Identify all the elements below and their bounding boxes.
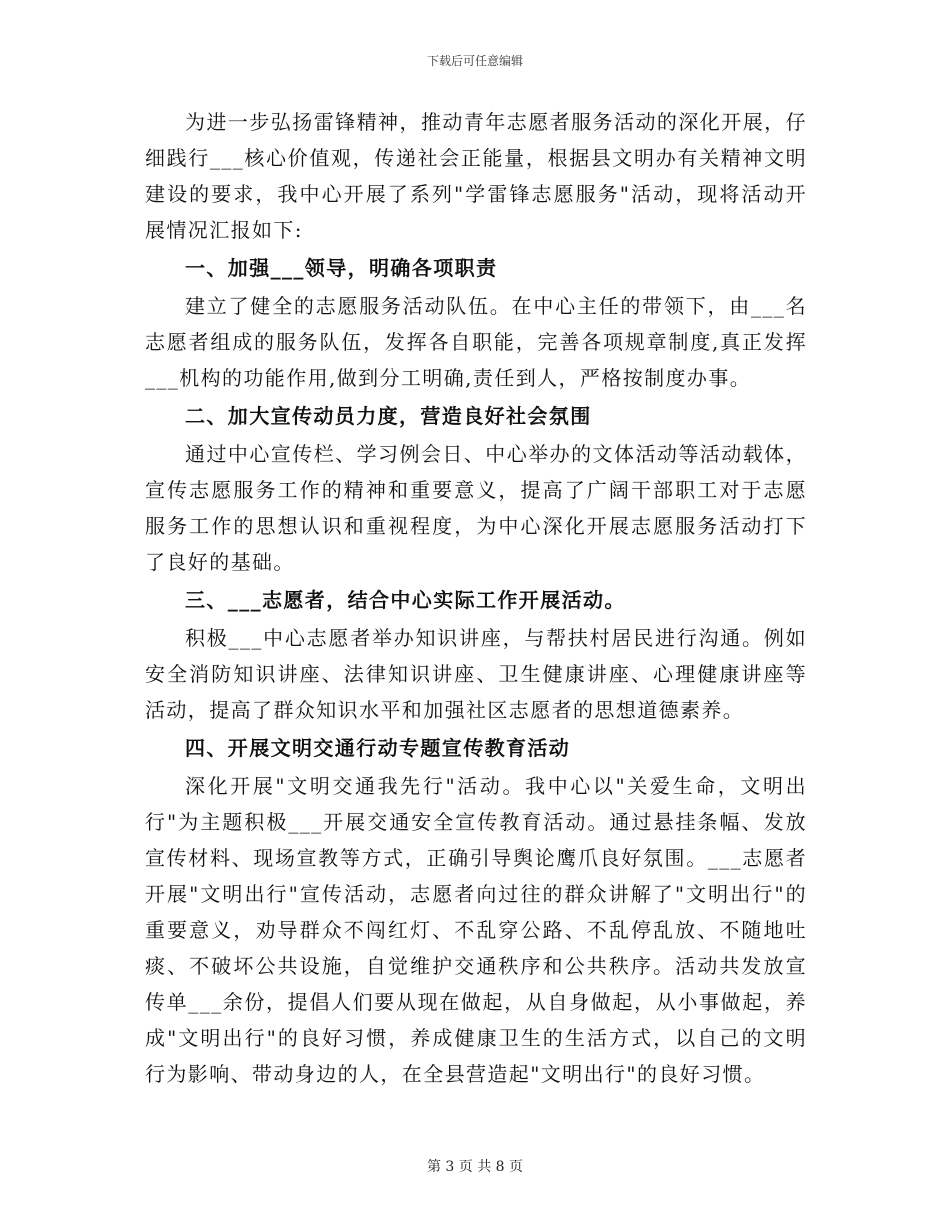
- section-4-paragraph: 深化开展"文明交通我先行"活动。我中心以"关爱生命，文明出行"为主题积极___开展交通安全宣传教育活动。通过悬挂条幅、发放宣传材料、现场宣教等方式，正确引导舆论鹰爪良好氛围。___志愿者开展"文明出行"宣传活动，志愿者向过往的群众讲解了"文明出行"的重要意义，劝导群众不闯红灯、不乱穿公路、不乱停乱放、不随地吐痰、不破坏公共设施，自觉维护交通秩序和公共秩序。活动共发放宣传单___余份，提倡人们要从现在做起，从自身做起，从小事做起，养成"文明出行"的良好习惯，养成健康卫生的生活方式，以自己的文明行为影响、带动身边的人，在全县营造起"文明出行"的良好习惯。: [145, 774, 807, 1086]
- section-4-heading: 四、开展文明交通行动专题宣传教育活动: [185, 736, 571, 760]
- section-1-heading: 一、加强___领导，明确各项职责: [185, 256, 498, 280]
- page-number-footer: 第 3 页 共 8 页: [426, 1159, 524, 1175]
- section-1-paragraph: 建立了健全的志愿服务活动队伍。在中心主任的带领下，由___名志愿者组成的服务队伍，发挥各自职能，完善各项规章制度,真正发挥___机构的功能作用,做到分工明确,责任到人，严格按制度办事。: [145, 294, 807, 390]
- page-header-note: 下载后可任意编辑: [426, 54, 523, 68]
- section-3-paragraph: 积极___中心志愿者举办知识讲座，与帮扶村居民进行沟通。例如安全消防知识讲座、法律知识讲座、卫生健康讲座、心理健康讲座等活动，提高了群众知识水平和加强社区志愿者的思想道德素养。: [145, 626, 807, 722]
- section-3-heading: 三、___志愿者，结合中心实际工作开展活动。: [185, 588, 626, 612]
- document-body: [145, 104, 807, 1092]
- section-2-heading: 二、加大宣传动员力度，营造良好社会氛围: [185, 404, 592, 428]
- section-2-paragraph: 通过中心宣传栏、学习例会日、中心举办的文体活动等活动载体，宣传志愿服务工作的精神和重要意义，提高了广阔干部职工对于志愿服务工作的思想认识和重视程度，为中心深化开展志愿服务活动打下了良好的基础。: [145, 442, 807, 574]
- intro-paragraph: 为进一步弘扬雷锋精神，推动青年志愿者服务活动的深化开展，仔细践行___核心价值观，传递社会正能量，根据县文明办有关精神文明建设的要求，我中心开展了系列"学雷锋志愿服务"活动，现将活动开展情况汇报如下:: [145, 110, 807, 242]
